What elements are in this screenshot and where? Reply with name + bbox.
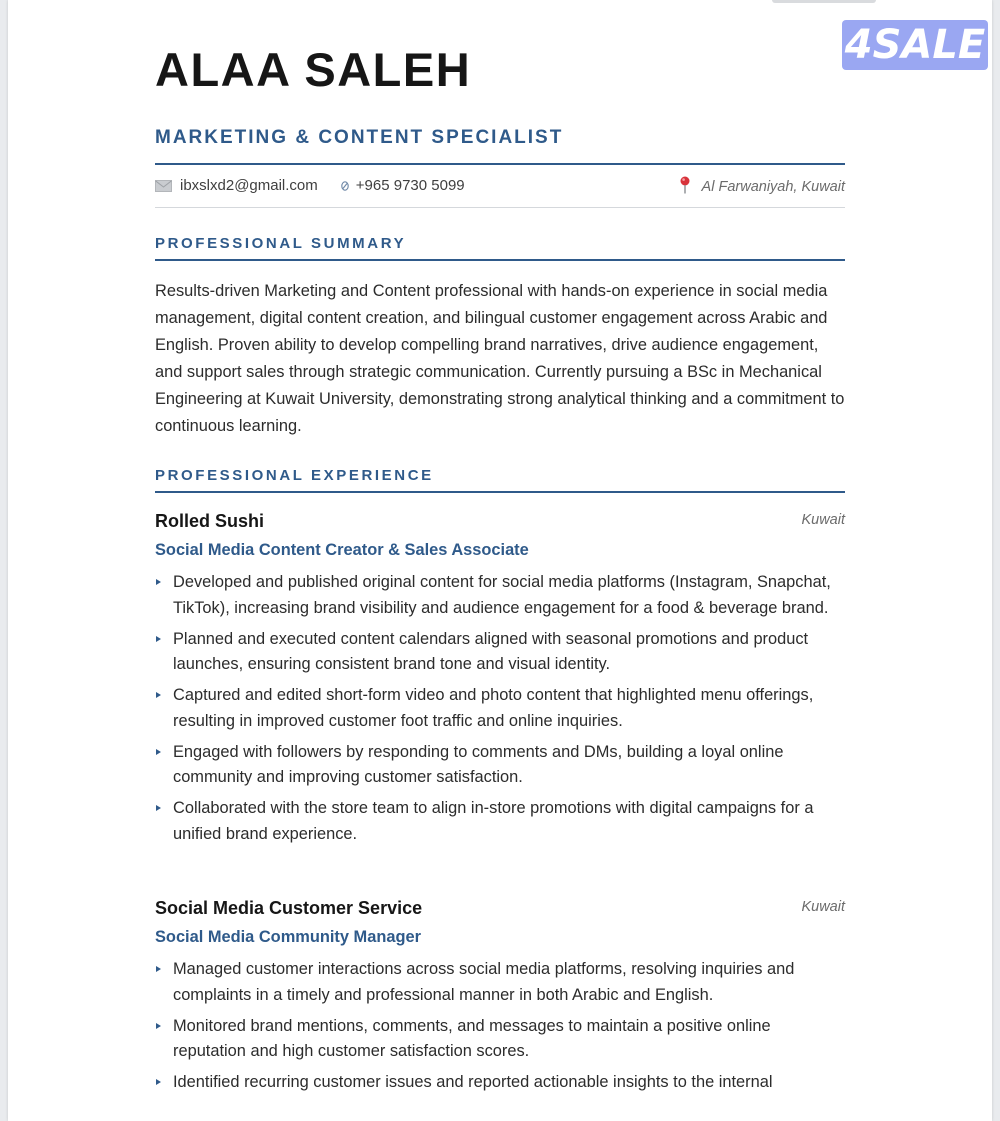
job-bullet-text: Monitored brand mentions, comments, and messages to maintain a positive online reputation and high customer satisfaction scores. (173, 1016, 771, 1061)
job-role: Social Media Content Creator & Sales Associate (155, 541, 529, 559)
watermark-badge (842, 20, 988, 70)
bullet-arrow-icon (156, 1023, 161, 1029)
job-role: Social Media Community Manager (155, 928, 421, 946)
job-employer: Rolled Sushi (155, 511, 265, 531)
job-location: Kuwait (801, 512, 845, 528)
job-employer: Social Media Customer Service (155, 898, 423, 918)
job-bullet-text: Collaborated with the store team to align in-store promotions with digital campaigns for a unified brand experience. (173, 799, 814, 843)
bullet-arrow-icon (156, 636, 161, 642)
contact-email[interactable] (155, 177, 318, 194)
mail-icon (155, 180, 172, 192)
job-bullets (155, 570, 845, 847)
job-bullet (155, 740, 845, 791)
contact-row (155, 177, 845, 194)
job-bullet (155, 683, 845, 734)
job-bullet-text: Planned and executed content calendars aligned with seasonal promotions and product launches, ensuring consistent brand tone and visual identity. (173, 629, 809, 674)
job-bullet-text: Engaged with followers by responding to comments and DMs, building a loyal online community and improving customer satisfaction. (173, 742, 784, 787)
job-bullet-text: Managed customer interactions across social media platforms, resolving inquiries and complaints in a timely and professional manner in both Arabic and English. (173, 960, 795, 1004)
contact-email-text: ibxslxd2@gmail.com (180, 177, 318, 194)
candidate-name: ALAA SALEH (155, 43, 472, 96)
phone-icon (340, 180, 350, 192)
job-header (155, 898, 845, 922)
job-entry (155, 898, 845, 1101)
job-bullet (155, 957, 845, 1008)
summary-heading: PROFESSIONAL SUMMARY (155, 235, 407, 252)
job-entry (155, 511, 845, 853)
watermark-text: 4SALE (844, 22, 986, 68)
job-bullet (155, 570, 845, 621)
candidate-title: MARKETING & CONTENT SPECIALIST (155, 127, 564, 148)
job-bullet-text: Developed and published original content for social media platforms (Instagram, Snapchat, TikTok), increasing brand visibility and audience engagement for a food & beverage brand. (173, 573, 831, 617)
contact-phone[interactable] (340, 177, 465, 194)
bullet-arrow-icon (156, 749, 161, 755)
bullet-arrow-icon (156, 1079, 161, 1085)
job-bullet-text: Identified recurring customer issues and reported actionable insights to the internal (173, 1073, 773, 1092)
bullet-arrow-icon (156, 805, 161, 811)
job-bullet (155, 627, 845, 678)
location-pin-icon (679, 176, 691, 194)
job-header (155, 511, 845, 535)
bullet-arrow-icon (156, 692, 161, 698)
job-bullet (155, 796, 845, 847)
job-bullet-text: Captured and edited short-form video and photo content that highlighted menu offerings, resulting in improved customer foot traffic and online inquiries. (173, 686, 814, 730)
bullet-arrow-icon (156, 579, 161, 585)
experience-heading: PROFESSIONAL EXPERIENCE (155, 467, 434, 484)
contact-phone-text: +965 9730 5099 (355, 177, 465, 194)
summary-divider (155, 259, 845, 261)
contact-divider (155, 207, 845, 208)
top-tab (772, 0, 876, 3)
title-divider (155, 163, 845, 165)
experience-divider (155, 491, 845, 493)
contact-location (679, 178, 845, 196)
job-bullet (155, 1070, 845, 1096)
job-bullets (155, 957, 845, 1096)
job-location: Kuwait (801, 899, 845, 915)
summary-paragraph: Results-driven Marketing and Content professional with hands-on experience in social media management, digital content creation, and bilingual customer engagement across Arabic and English. Proven ability to develop compelling brand narratives, drive audience engagement, and support sales through strategic communication. Currently pursuing a BSc in Mechanical Engineering at Kuwait University, demonstrating strong analytical thinking and a commitment to continuous learning. (155, 282, 845, 435)
bullet-arrow-icon (156, 966, 161, 972)
job-bullet (155, 1014, 845, 1065)
resume-page (8, 0, 992, 1121)
contact-location-text: Al Farwaniyah, Kuwait (701, 179, 845, 195)
